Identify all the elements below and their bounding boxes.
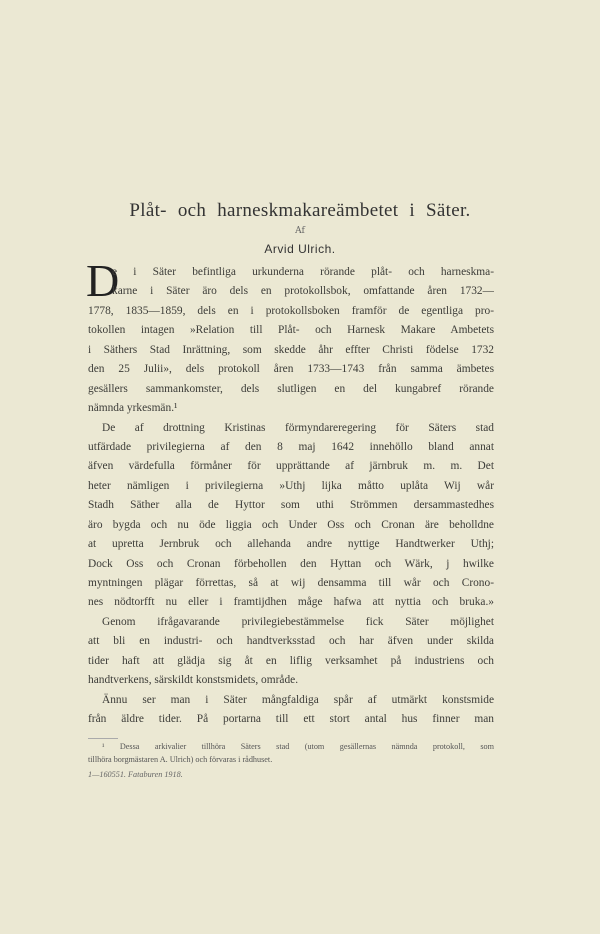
text-line: Dock Oss och Cronan förbehollen den Hyttan och Wärk, j hwilke xyxy=(88,557,494,570)
text-line: gesällers sammankomster, dels slutligen en del kungabref rörande xyxy=(88,382,494,395)
text-line: e i Säter befintliga urkunderna rörande plåt- och harneskma- xyxy=(112,266,494,278)
text-line: De af drottning Kristinas förmyndareregering för Säters stad xyxy=(102,421,494,434)
text-line: myntningen plägar förrettas, så at wij densamma till wår och Crono- xyxy=(88,577,494,589)
article-body xyxy=(88,263,494,730)
text-line: Genom ifrågavarande privilegiebestämmelse fick Säter möjlighet xyxy=(102,615,494,628)
text-line: karne i Säter äro dels en protokollsbok, omfattande åren 1732— xyxy=(112,285,494,298)
text-line: äfven värdefulla förmåner för upprättande af järnbruk m. m. Det xyxy=(88,460,494,473)
printer-signature: 1—160551. Fataburen 1918. xyxy=(88,770,183,779)
text-line: tokollen intagen »Relation till Plåt- och Harnesk Makare Ambetets xyxy=(88,324,494,337)
text-line: den 25 Julii», dels protokoll åren 1733—1743 från samma ämbetes xyxy=(88,363,494,376)
text-line: äro bygda och nu öde liggia och Under Oss och Cronan äre beholldne xyxy=(88,518,494,531)
text-line: Stadh Säther alla de Hyttor som uthi Strömmen dersammastedhes xyxy=(88,499,494,512)
text-line: i Säthers Stad Inrättning, som skedde åhr effter Christi födelse 1732 xyxy=(88,343,494,356)
drop-cap: D xyxy=(86,255,120,306)
text-line: heter nämligen i privilegierna »Uthj lijka måtto uplåta Wij wår xyxy=(88,479,494,492)
text-line: utfärdade privilegierna af den 8 maj 1642 innehöllo bland annat xyxy=(88,440,494,453)
text-line: att bli en industri- och handtverksstad och har äfven under skilda xyxy=(88,635,494,648)
footnote xyxy=(88,740,494,766)
text-line: handtverkens, särskildt konstsmidets, område. xyxy=(88,674,299,687)
text-line: 1778, 1835—1859, dels en i protokollsboken framför de egentliga pro- xyxy=(88,304,494,317)
text-line: nämnda yrkesmän.¹ xyxy=(88,402,178,415)
text-line: från äldre tider. På portarna till ett stort antal hus finner man xyxy=(88,713,494,726)
footnote-divider xyxy=(88,738,118,739)
text-line: tider haft att glädja sig åt en liflig verksamhet på industriens och xyxy=(88,654,494,667)
footnote-line: tillhöra borgmästaren A. Ulrich) och förvaras i rådhuset. xyxy=(88,755,273,764)
byline-prefix: Af xyxy=(295,226,305,236)
article-title: Plåt- och harneskmakareämbetet i Säter. xyxy=(129,200,471,221)
text-line: at upretta Jernbruk och allehanda andre nyttige Handtwerker Uthj; xyxy=(88,538,494,551)
footnote-line: ¹ Dessa arkivalier tillhöra Säters stad (utom gesällernas nämnda protokoll, som xyxy=(102,742,494,751)
text-line: nes nödtorfft nu eller i framtijdhen måge hafwa att nyttia och bruka.» xyxy=(88,596,494,609)
text-line: Ännu ser man i Säter mångfaldiga spår af utmärkt konstsmide xyxy=(102,693,494,706)
author-name: Arvid Ulrich. xyxy=(264,242,336,256)
